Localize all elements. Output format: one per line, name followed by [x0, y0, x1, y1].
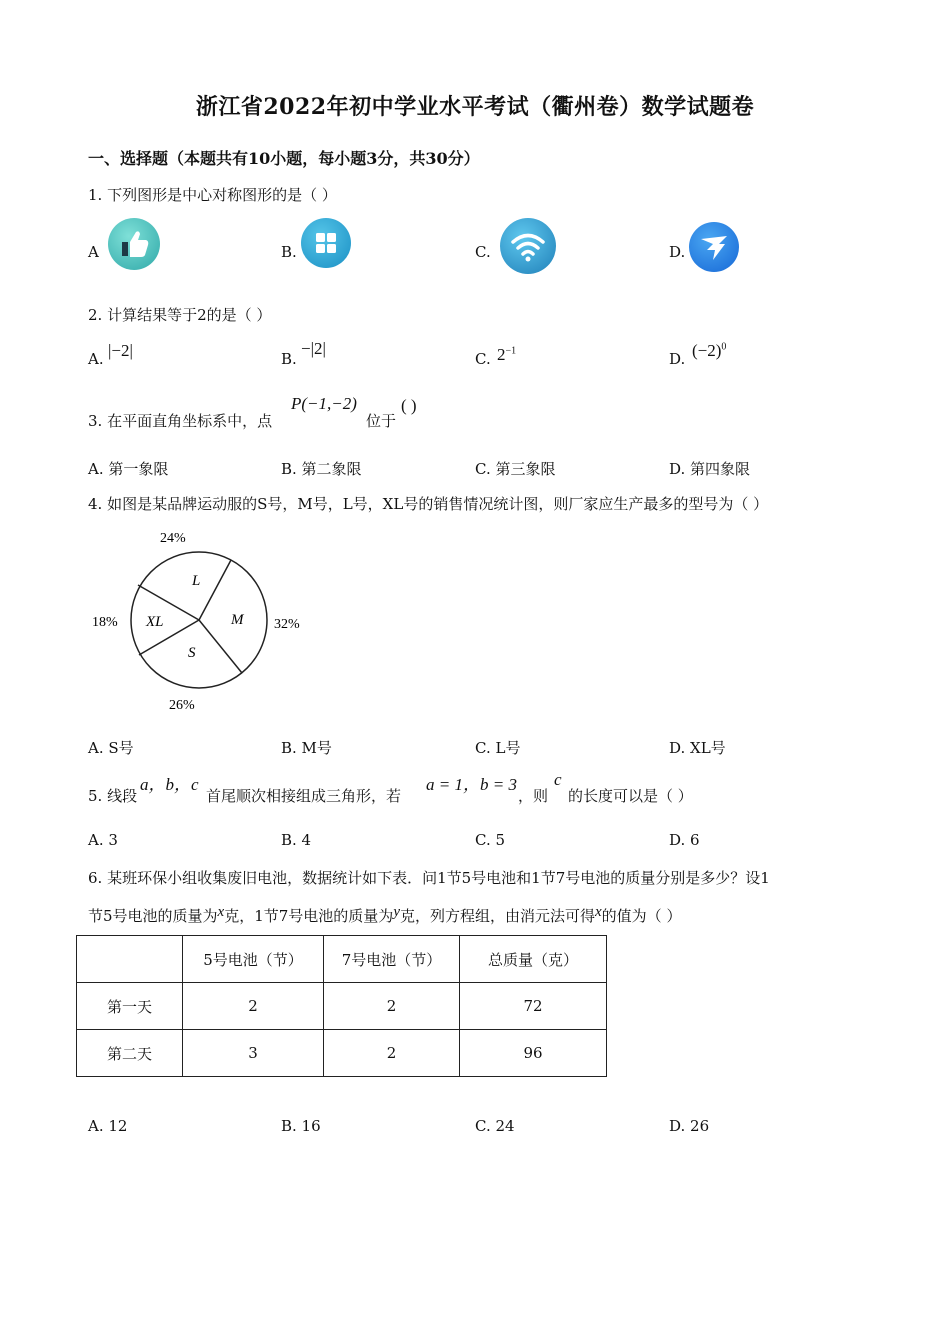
question-2-stem: 2. 计算结果等于2的是（ ）	[88, 306, 272, 324]
table-cell: 2	[324, 983, 460, 1030]
q3-point: P(−1,−2)	[291, 394, 357, 413]
battery-table	[76, 935, 607, 1077]
bird-icon	[689, 222, 739, 272]
wifi-icon	[500, 218, 556, 274]
q5-option-c: C. 5	[475, 831, 506, 849]
table-row	[77, 983, 607, 1030]
q5-given: a = 1，b = 3	[426, 775, 517, 794]
q3-option-a: A. 第一象限	[88, 460, 169, 478]
pie-chart	[80, 525, 320, 715]
section-heading: 一、选择题（本题共有10小题，每小题3分，共30分）	[88, 149, 480, 168]
table-header-cell: 总质量（克）	[460, 936, 607, 983]
q3-option-b: B. 第二象限	[281, 460, 362, 478]
q1-option-a-label: A	[88, 243, 99, 261]
q1-option-d-label: D.	[669, 243, 686, 261]
q2-option-b-expr: −|2|	[301, 339, 326, 358]
table-cell: 2	[183, 983, 324, 1030]
table-cell: 第二天	[77, 1030, 183, 1077]
q2-option-b-label: B.	[281, 350, 297, 368]
pie-percent-l: 24%	[160, 531, 186, 546]
q2-option-a-expr: |−2|	[108, 341, 133, 360]
page-title: 浙江省2022年初中学业水平考试（衢州卷）数学试题卷	[195, 94, 755, 120]
q3-answer-paren: ( )	[401, 396, 417, 415]
q2-option-d-label: D.	[669, 350, 686, 368]
pie-label-s: S	[188, 645, 196, 661]
table-cell: 72	[460, 983, 607, 1030]
table-header-cell	[77, 936, 183, 983]
pie-label-xl: XL	[146, 614, 164, 630]
q6-text-d: 的值为（ ）	[601, 907, 682, 925]
pie-label-l: L	[192, 573, 201, 589]
pie-percent-m: 32%	[274, 617, 300, 632]
question-5-stem-3: ，则	[518, 787, 549, 805]
q5-option-b: B. 4	[281, 831, 312, 849]
grid-icon	[301, 218, 351, 268]
q6-option-a: A. 12	[88, 1117, 128, 1135]
table-header-row	[77, 936, 607, 983]
table-cell: 3	[183, 1030, 324, 1077]
q4-option-b: B. M号	[281, 739, 332, 757]
q5-option-d: D. 6	[669, 831, 700, 849]
q4-option-d: D. XL号	[669, 739, 726, 757]
question-6-line-1: 6. 某班环保小组收集废旧电池，数据统计如下表．问1节5号电池和1节7号电池的质量分别是多少？设1	[88, 869, 770, 887]
q2-option-c-exponent: −1	[505, 345, 517, 357]
q6-text-c: 克，列方程组，由消元法可得	[399, 907, 595, 925]
q5-vars: a，b，c	[140, 775, 199, 794]
pie-percent-s: 26%	[169, 698, 195, 713]
q2-option-c-expr: $2^{-1}$	[497, 345, 517, 364]
q2-option-d-expr: $(-2)^0$	[692, 341, 727, 360]
q6-var-y: y	[393, 904, 400, 920]
q4-option-c: C. L号	[475, 739, 521, 757]
pie-percent-xl: 18%	[92, 615, 118, 630]
q4-option-a: A. S号	[88, 739, 134, 757]
q6-var-x: x	[217, 904, 225, 920]
q2-option-a-label: A.	[88, 350, 104, 368]
q6-text-b: 克，1节7号电池的质量为	[224, 907, 394, 925]
question-5-stem: 5. 线段	[88, 787, 138, 805]
q3-option-c: C. 第三象限	[475, 460, 556, 478]
q2-option-c-label: C.	[475, 350, 491, 368]
q5-option-a: A. 3	[88, 831, 118, 849]
q6-var-x-2: x	[595, 904, 602, 920]
table-header-cell: 5号电池（节）	[183, 936, 324, 983]
pie-label-m: M	[231, 612, 244, 628]
table-cell: 第一天	[77, 983, 183, 1030]
q6-option-d: D. 26	[669, 1117, 710, 1135]
q1-option-b-label: B.	[281, 243, 297, 261]
question-6-line-2	[88, 905, 681, 926]
question-5-stem-4: 的长度可以是（ ）	[568, 787, 693, 805]
q6-option-c: C. 24	[475, 1117, 515, 1135]
q6-text-a: 节5号电池的质量为	[88, 907, 218, 925]
table-header-cell: 7号电池（节）	[324, 936, 460, 983]
question-1-stem: 1. 下列图形是中心对称图形的是（ ）	[88, 186, 337, 204]
table-cell: 2	[324, 1030, 460, 1077]
question-3-stem: 3. 在平面直角坐标系中，点	[88, 412, 273, 430]
q2-option-d-exponent: 0	[721, 341, 727, 353]
table-cell: 96	[460, 1030, 607, 1077]
thumbs-up-icon	[108, 218, 160, 270]
question-4-stem: 4. 如图是某品牌运动服的S号，M号，L号，XL号的销售情况统计图，则厂家应生产最多的型号为（ ）	[88, 495, 769, 513]
q3-option-d: D. 第四象限	[669, 460, 751, 478]
pie-divider-l-m	[199, 560, 231, 620]
question-3-stem-end: 位于	[366, 412, 397, 430]
q5-var-c: c	[554, 770, 562, 789]
q1-option-c-label: C.	[475, 243, 491, 261]
question-5-stem-2: 首尾顺次相接组成三角形，若	[206, 787, 402, 805]
table-row	[77, 1030, 607, 1077]
q6-option-b: B. 16	[281, 1117, 321, 1135]
